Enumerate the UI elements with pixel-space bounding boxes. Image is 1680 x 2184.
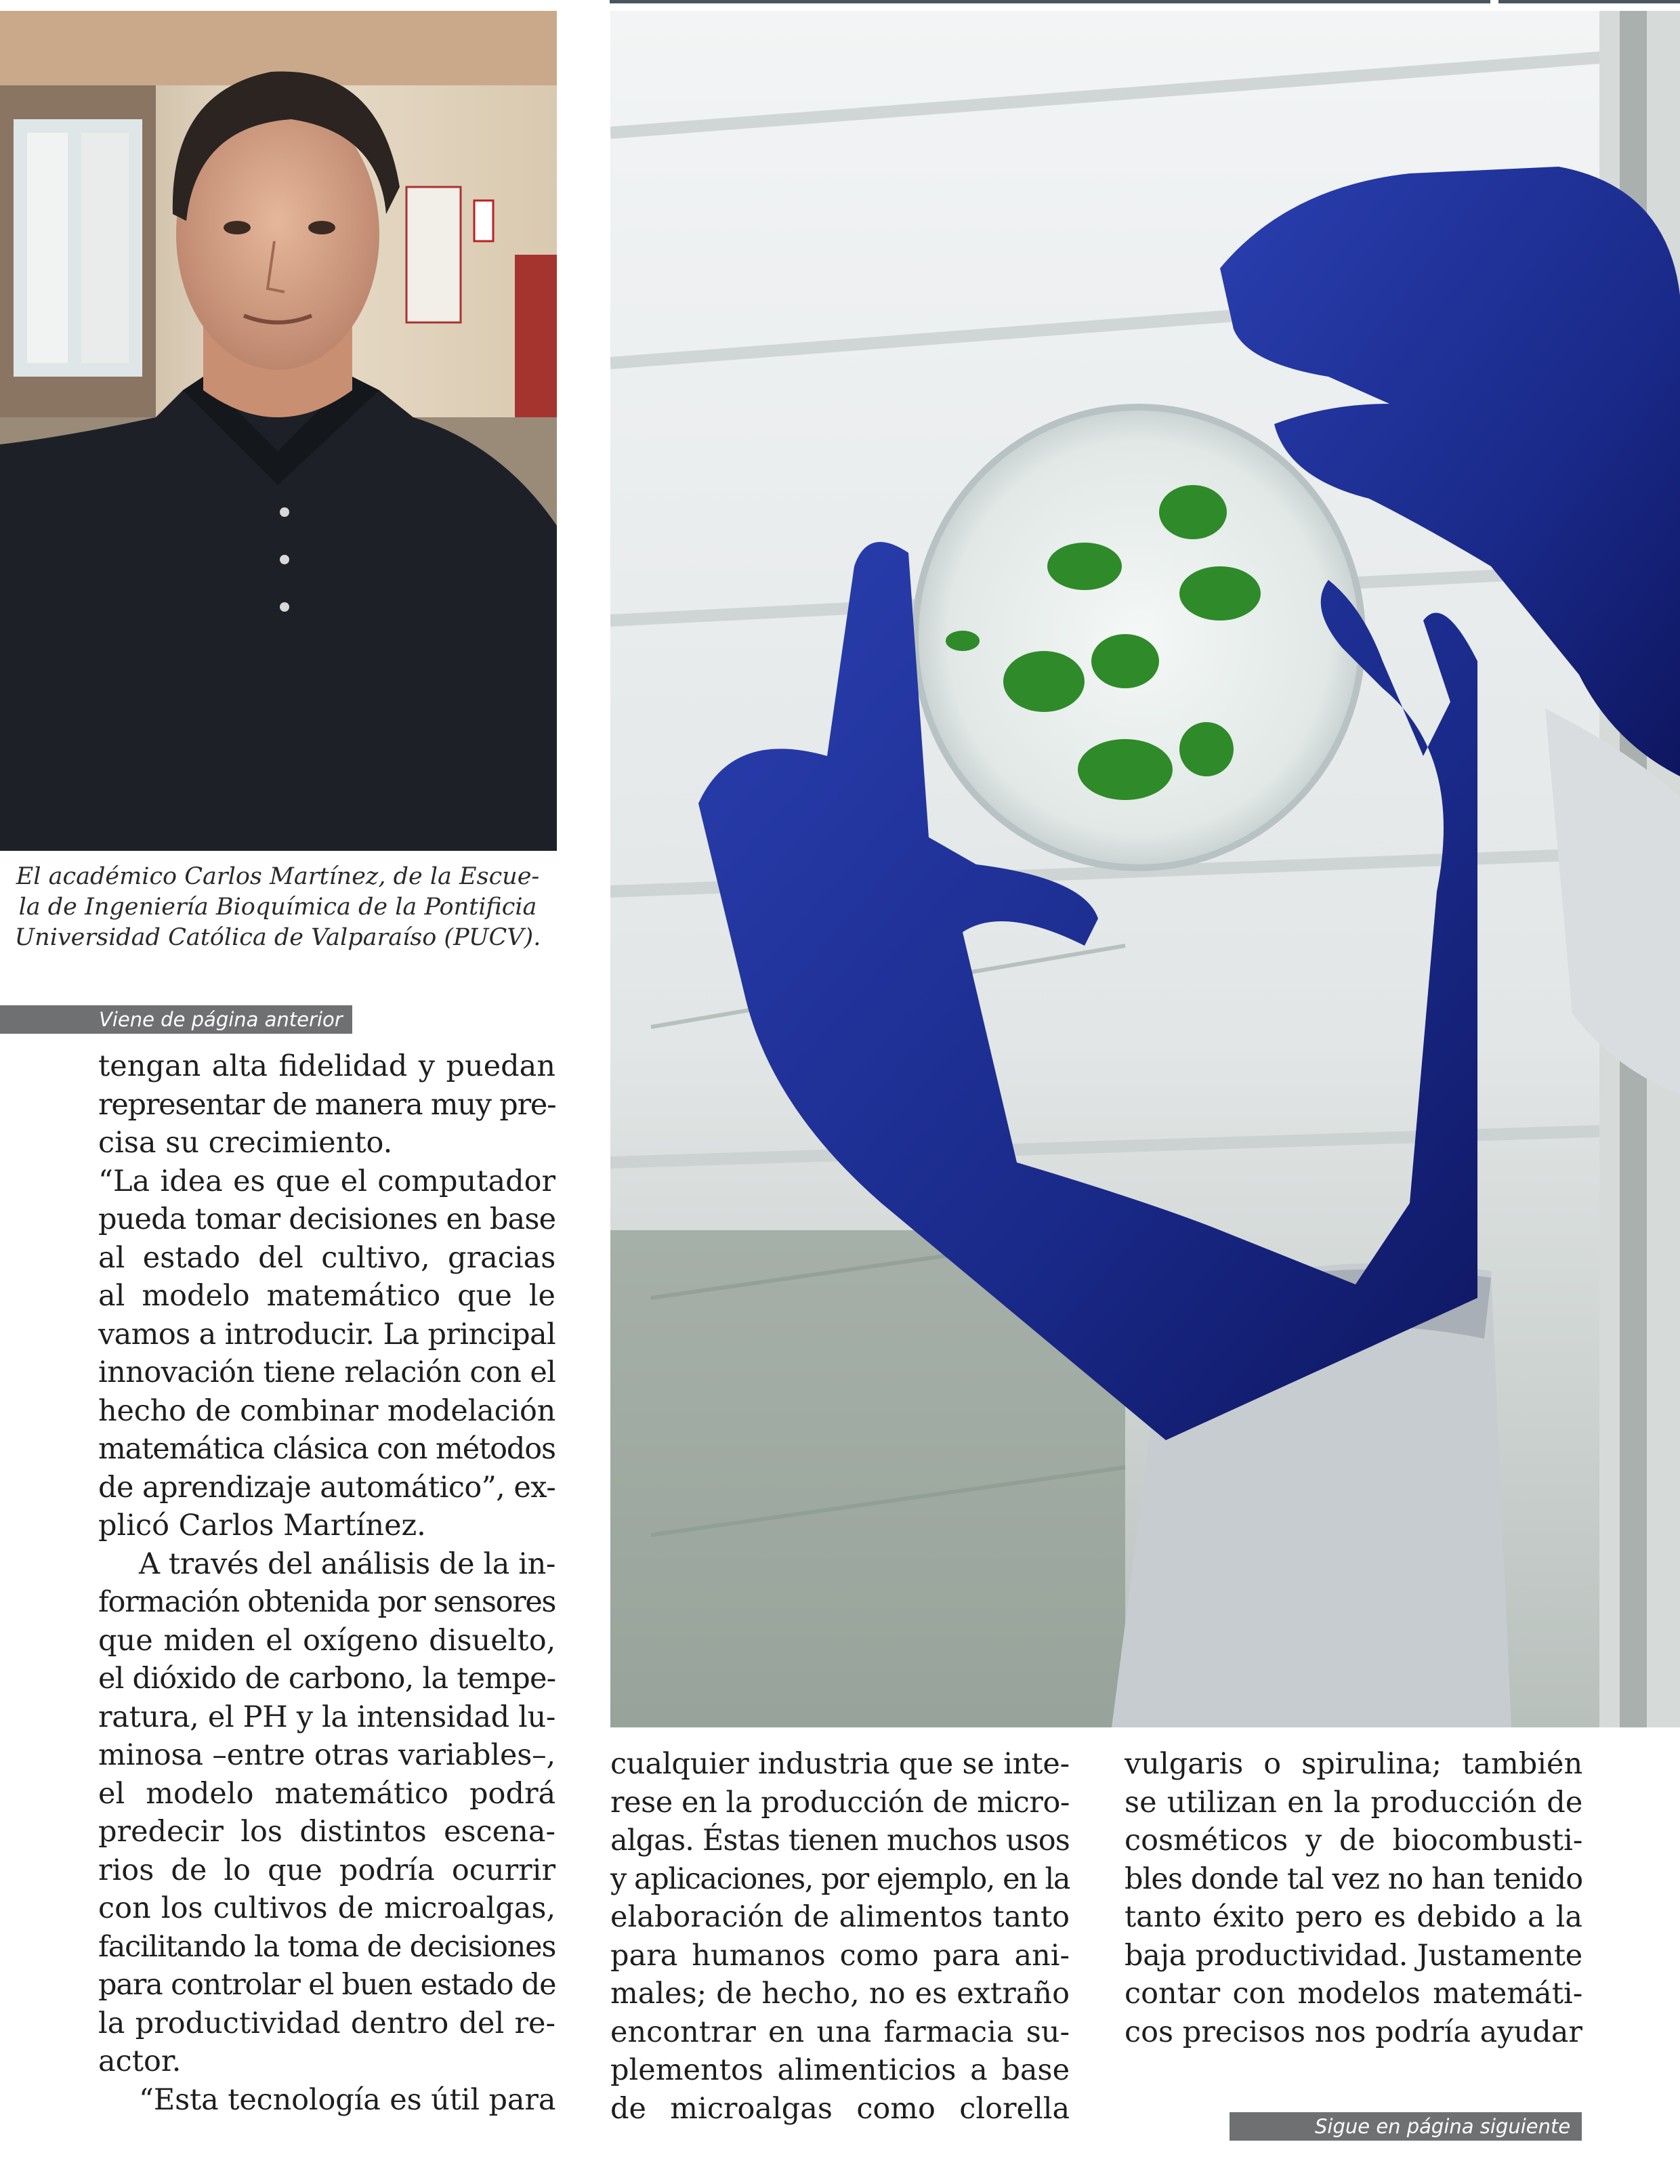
text-line: el dióxido de carbono, la tempe- <box>98 1662 556 1696</box>
photo-caption <box>0 862 555 953</box>
continued-on-label: Sigue en página siguiente <box>1315 2115 1571 2138</box>
paragraph <box>98 1047 555 1162</box>
text-line: encontrar en una farmacia su- <box>610 2015 1070 2049</box>
text-line: al modelo matemático que le <box>98 1279 555 1313</box>
text-line: representar de manera muy pre- <box>98 1087 556 1122</box>
text-line: se utilizan en la producción de <box>1125 1785 1583 1820</box>
text-line: ratura, el PH y la intensidad lu- <box>98 1700 555 1734</box>
text-line: actor. <box>98 2044 182 2078</box>
text-line: innovación tiene relación con el <box>98 1356 556 1389</box>
text-line: con los cultivos de microalgas, <box>98 1891 556 1925</box>
text-line: rese en la producción de micro- <box>610 1785 1070 1820</box>
text-line: A través del análisis de la in- <box>139 1547 555 1581</box>
text-line: vulgaris o spirulina; también <box>1125 1747 1583 1781</box>
paragraph <box>98 1545 555 2081</box>
text-line: predecir los distintos escena- <box>98 1815 555 1849</box>
continued-from-label: Viene de página anterior <box>99 1008 343 1031</box>
text-line: matemática clásica con métodos <box>98 1432 555 1466</box>
text-line: cualquier industria que se inte- <box>610 1747 1070 1781</box>
caption-line: Universidad Católica de Valparaíso (PUCV). <box>14 924 541 951</box>
text-line: minosa –entre otras variables–, <box>98 1738 556 1772</box>
text-line: rios de lo que podría ocurrir <box>98 1853 555 1887</box>
article-column-3 <box>1125 1745 1582 2051</box>
continued-from-tag <box>0 1005 352 1034</box>
continued-on-tag <box>1230 2112 1582 2141</box>
text-line: al estado del cultivo, gracias <box>98 1240 556 1275</box>
text-line: cisa su crecimiento. <box>98 1126 393 1160</box>
caption-line: la de Ingeniería Bioquímica de la Pontificia <box>18 894 537 921</box>
text-line: para humanos como para ani- <box>610 1938 1070 1973</box>
text-line: males; de hecho, no es extraño <box>610 1977 1070 2011</box>
text-line: plementos alimenticios a base <box>610 2053 1070 2087</box>
text-line: contar con modelos matemáti- <box>1125 1977 1583 2011</box>
text-line: de aprendizaje automático”, ex- <box>98 1470 556 1505</box>
text-line: bles donde tal vez no han tenido <box>1125 1862 1583 1896</box>
text-line: tengan alta fidelidad y puedan <box>98 1049 555 1083</box>
portrait-photo <box>0 11 557 851</box>
text-line: baja productividad. Justamente <box>1125 1938 1582 1973</box>
text-line: y aplicaciones, por ejemplo, en la <box>610 1862 1070 1896</box>
text-line: que miden el oxígeno disuelto, <box>98 1623 556 1658</box>
lab-photo <box>610 11 1680 1727</box>
text-line: “La idea es que el computador <box>98 1164 556 1198</box>
caption-line: El académico Carlos Martínez, de la Escue- <box>16 863 540 890</box>
text-line: vamos a introducir. La principal <box>98 1317 556 1351</box>
paragraph <box>1125 1745 1582 2051</box>
text-line: algas. Éstas tienen muchos usos <box>610 1824 1070 1857</box>
text-line: la productividad dentro del re- <box>98 2006 555 2040</box>
paragraph <box>610 1745 1070 2128</box>
top-rule-right <box>1498 0 1680 3</box>
paragraph <box>98 1162 555 1545</box>
text-line: pueda tomar decisiones en base <box>98 1202 556 1236</box>
text-line: de microalgas como clorella <box>610 2091 1070 2126</box>
top-rule <box>610 0 1490 3</box>
text-line: cosméticos y de biocombusti- <box>1125 1824 1583 1857</box>
text-line: formación obtenida por sensores <box>98 1585 556 1619</box>
text-line: para controlar el buen estado de <box>98 1968 556 2002</box>
text-line: hecho de combinar modelación <box>98 1393 556 1428</box>
text-line: elaboración de alimentos tanto <box>610 1900 1070 1934</box>
paragraph <box>98 2081 555 2120</box>
text-line: cos precisos nos podría ayudar <box>1125 2015 1582 2049</box>
text-line: tanto éxito pero es debido a la <box>1125 1900 1583 1934</box>
text-line: “Esta tecnología es útil para <box>139 2082 556 2117</box>
article-column-1 <box>98 1047 555 2119</box>
text-line: el modelo matemático podrá <box>98 1776 556 1811</box>
text-line: facilitando la toma de decisiones <box>98 1929 556 1964</box>
article-column-2 <box>610 1745 1070 2128</box>
text-line: plicó Carlos Martínez. <box>98 1509 426 1542</box>
